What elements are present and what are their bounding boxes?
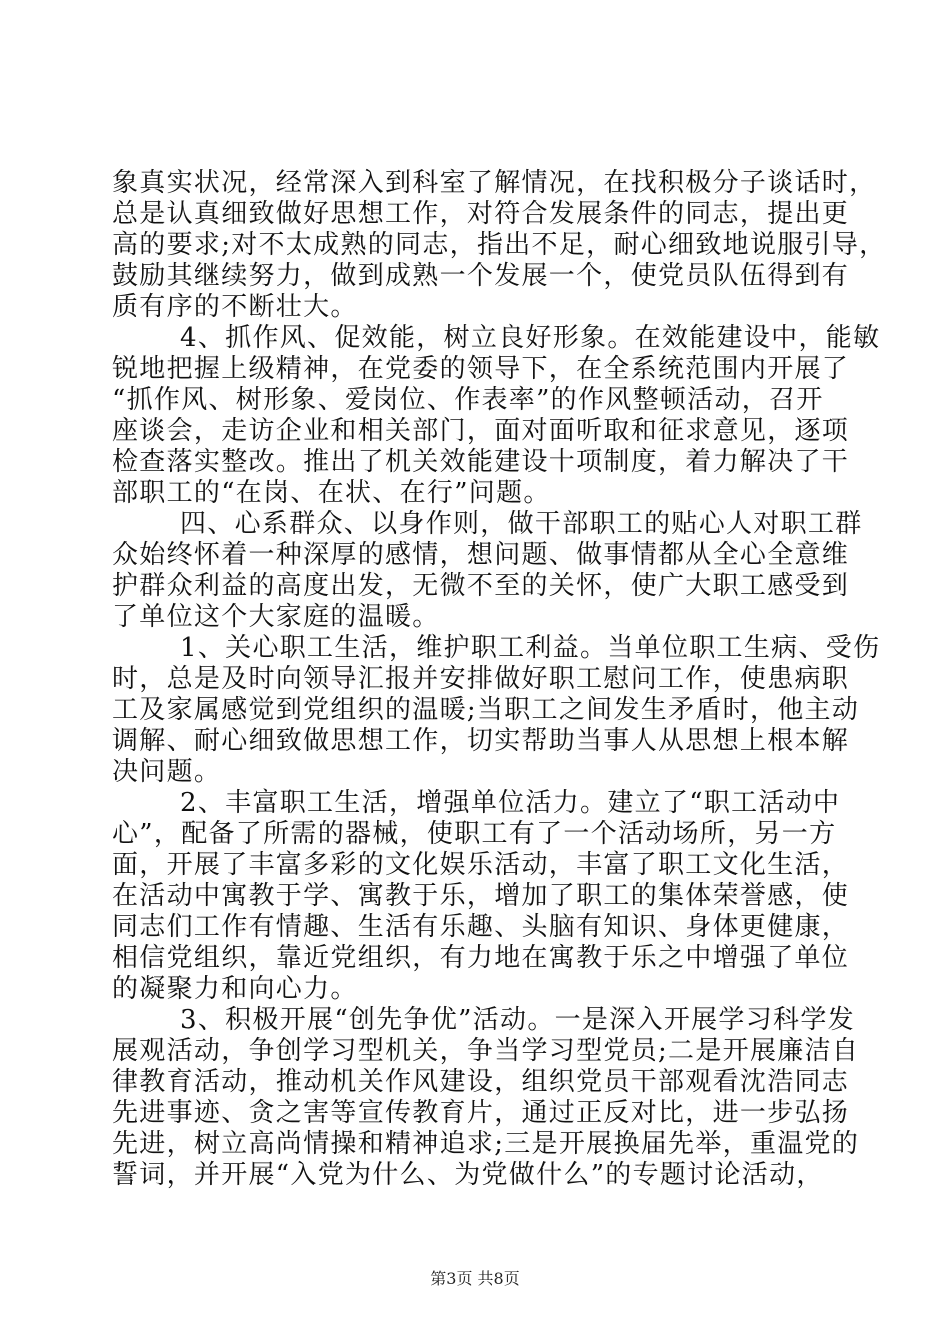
text-line: 1、关心职工生活，维护职工利益。当单位职工生病、受伤 <box>180 633 881 663</box>
text-line: 时，总是及时向领导汇报并安排做好职工慰问工作，使患病职 <box>112 664 850 694</box>
text-line: 象真实状况，经常深入到科室了解情况，在找积极分子谈话时， <box>112 168 877 198</box>
text-line: 律教育活动，推动机关作风建设，组织党员干部观看沈浩同志 <box>112 1067 850 1097</box>
text-line: 鼓励其继续努力，做到成熟一个发展一个，使党员队伍得到有 <box>112 261 850 291</box>
paragraph <box>112 323 881 509</box>
text-line: 4、抓作风、促效能，树立良好形象。在效能建设中，能敏 <box>180 323 881 353</box>
text-line: 3、积极开展“创先争优”活动。一是深入开展学习科学发 <box>180 1005 855 1035</box>
paragraph <box>112 168 887 323</box>
page-footer: 第3页 共8页 <box>430 1269 520 1288</box>
text-line: 誓词，并开展“入党为什么、为党做什么”的专题讨论活动， <box>112 1160 824 1190</box>
text-line: 先进，树立高尚情操和精神追求;三是开展换届先举，重温党的 <box>112 1129 860 1159</box>
text-line: 在活动中寓教于学、寓教于乐，增加了职工的集体荣誉感，使 <box>112 881 850 911</box>
text-line: 相信党组织，靠近党组织，有力地在寓教于乐之中增强了单位 <box>112 943 850 973</box>
text-line: 护群众利益的高度出发，无微不至的关怀，使广大职工感受到 <box>112 571 850 601</box>
text-line: 同志们工作有情趣、生活有乐趣、头脑有知识、身体更健康， <box>112 912 850 942</box>
text-line: 2、丰富职工生活，增强单位活力。建立了“职工活动中 <box>180 788 841 818</box>
text-line: 四、心系群众、以身作则，做干部职工的贴心人对职工群 <box>180 509 863 539</box>
text-line: 的凝聚力和向心力。 <box>112 974 358 1004</box>
paragraph <box>112 788 872 1005</box>
document-body <box>112 168 887 1191</box>
text-line: 众始终怀着一种深厚的感情，想问题、做事情都从全心全意维 <box>112 540 850 570</box>
text-line: 展观活动，争创学习型机关，争当学习型党员;二是开展廉洁自 <box>112 1036 860 1066</box>
text-line: 工及家属感觉到党组织的温暖;当职工之间发生矛盾时，他主动 <box>112 695 860 725</box>
text-line: 部职工的“在岗、在状、在行”问题。 <box>112 478 551 508</box>
paragraph <box>112 633 881 788</box>
text-line: 了单位这个大家庭的温暖。 <box>112 602 440 632</box>
text-line: 质有序的不断壮大。 <box>112 292 358 322</box>
text-line: 锐地把握上级精神，在党委的领导下，在全系统范围内开展了 <box>112 354 850 384</box>
paragraph <box>112 509 872 633</box>
text-line: 高的要求;对不太成熟的同志，指出不足，耐心细致地说服引导， <box>112 230 887 260</box>
text-line: 总是认真细致做好思想工作，对符合发展条件的同志，提出更 <box>112 199 850 229</box>
paragraph <box>112 1005 872 1191</box>
text-line: 检查落实整改。推出了机关效能建设十项制度，着力解决了干 <box>112 447 850 477</box>
text-line: “抓作风、树形象、爱岗位、作表率”的作风整顿活动，召开 <box>112 385 824 415</box>
text-line: 心”，配备了所需的器械，使职工有了一个活动场所，另一方 <box>112 819 837 849</box>
text-line: 先进事迹、贪之害等宣传教育片，通过正反对比，进一步弘扬 <box>112 1098 850 1128</box>
text-line: 决问题。 <box>112 757 222 787</box>
text-line: 面，开展了丰富多彩的文化娱乐活动，丰富了职工文化生活， <box>112 850 850 880</box>
text-line: 调解、耐心细致做思想工作，切实帮助当事人从思想上根本解 <box>112 726 850 756</box>
text-line: 座谈会，走访企业和相关部门，面对面听取和征求意见，逐项 <box>112 416 850 446</box>
